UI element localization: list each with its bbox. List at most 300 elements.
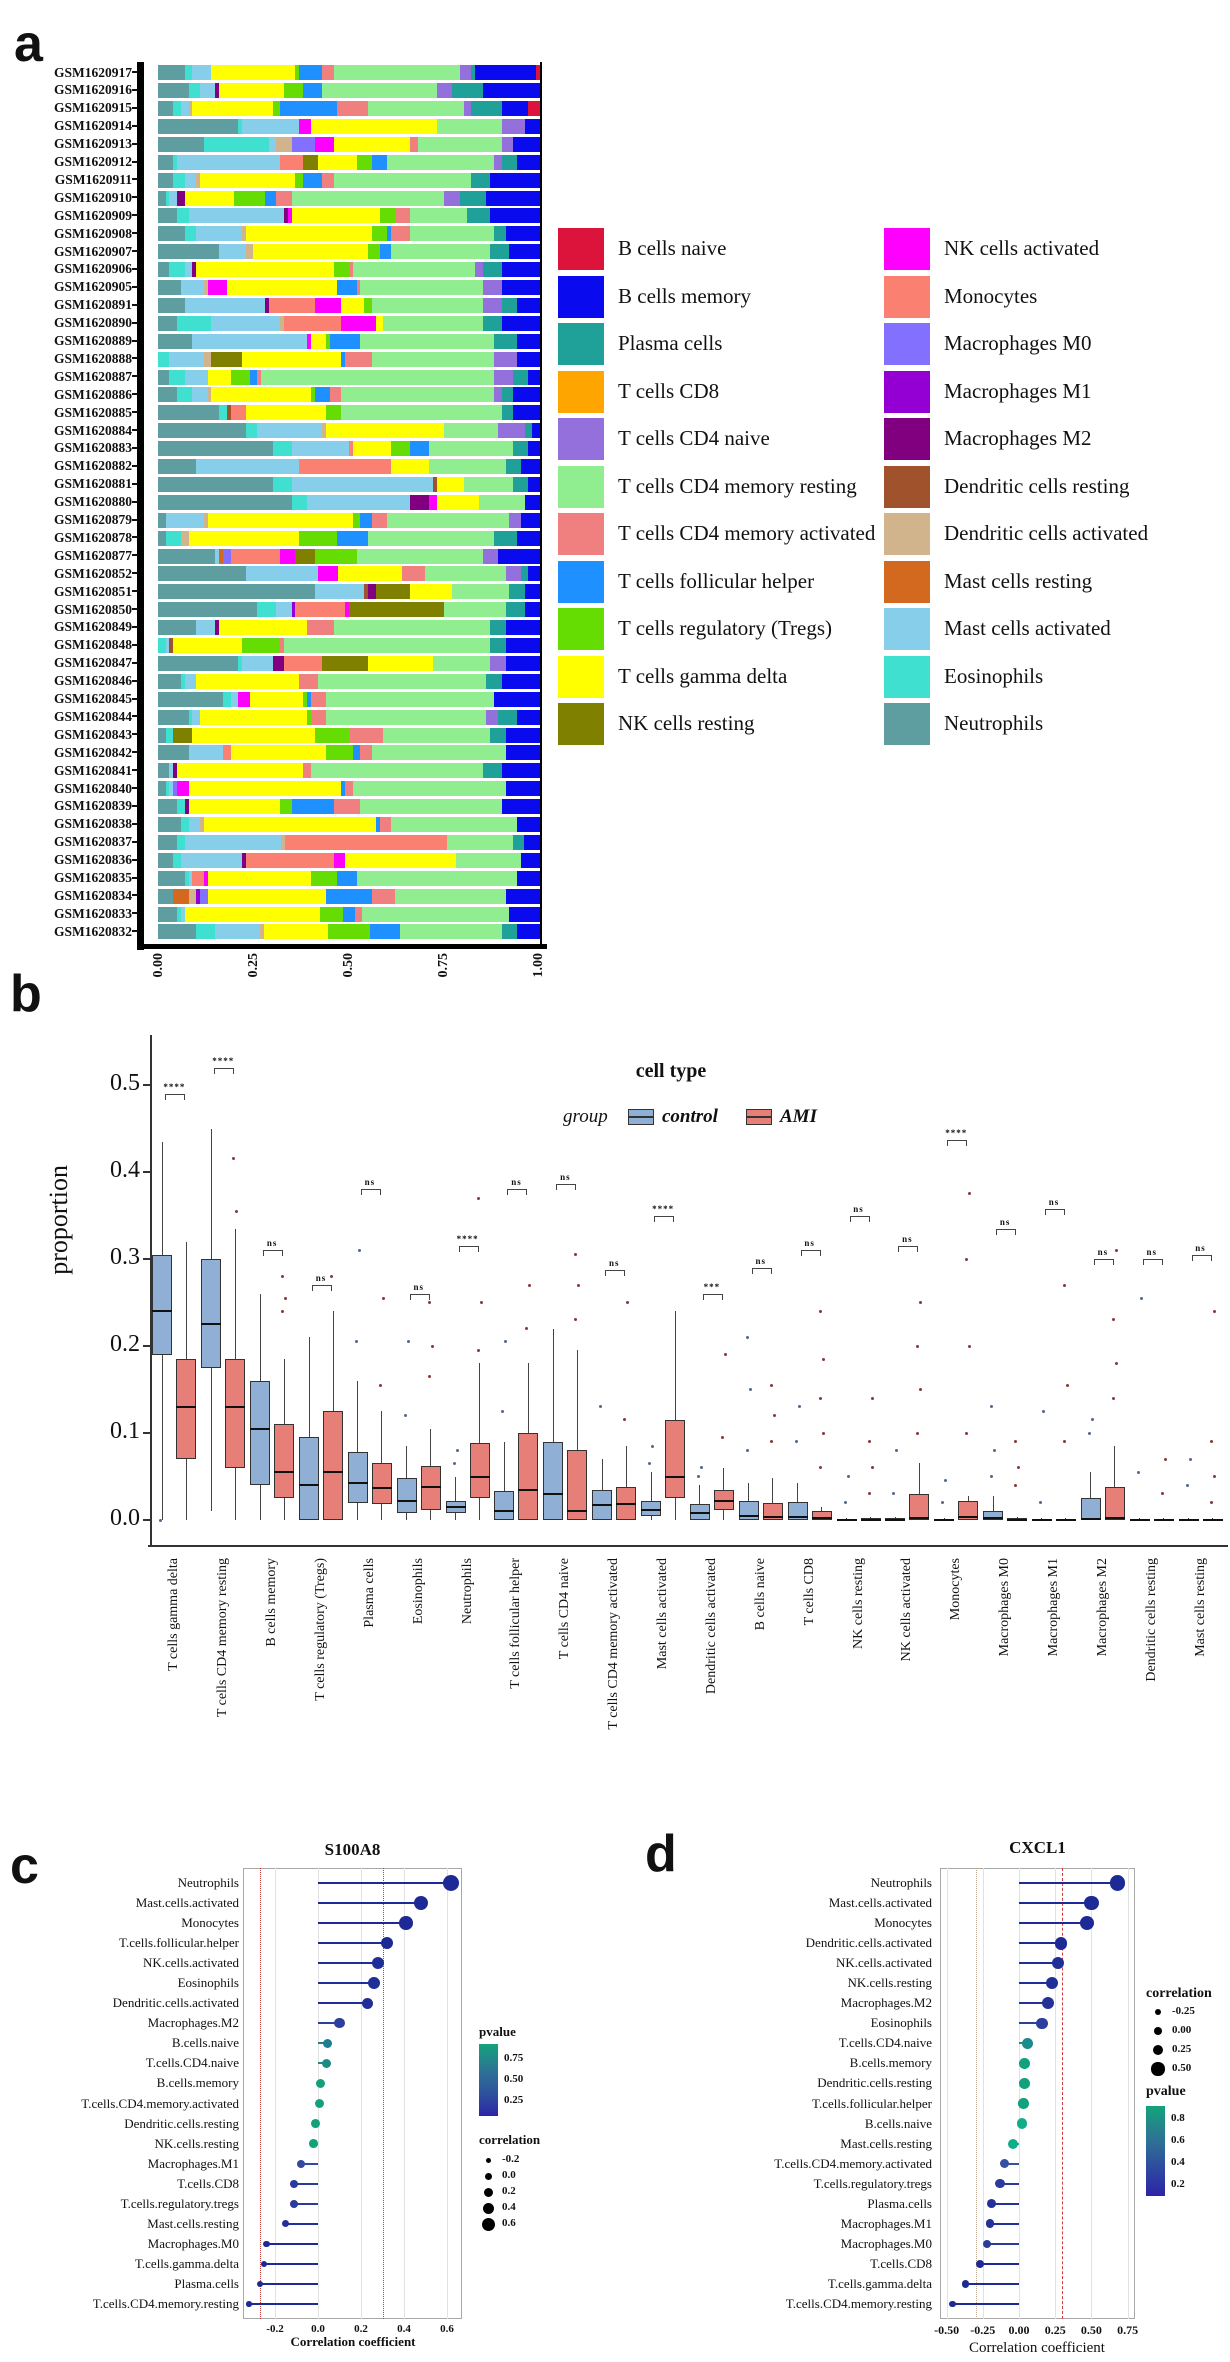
sample-tick <box>132 626 138 628</box>
row-label: Plasma.cells <box>174 2275 239 2291</box>
sig-label: ns <box>999 1217 1011 1228</box>
box-median <box>763 1516 783 1518</box>
bar-segment <box>502 405 513 420</box>
bar-segment <box>429 495 437 510</box>
bar-row <box>158 656 540 671</box>
box-median <box>323 1471 343 1473</box>
bar-row <box>158 513 540 528</box>
sample-label: GSM1620838 <box>53 816 132 832</box>
row-label: Plasma.cells <box>867 2195 932 2211</box>
sample-tick <box>132 662 138 664</box>
lollipop-dot <box>976 2260 984 2268</box>
sample-label: GSM1620878 <box>53 529 132 545</box>
bar-segment <box>464 101 472 116</box>
bar-segment <box>376 316 384 331</box>
sig-label: ns <box>1048 1197 1060 1208</box>
sample-label: GSM1620889 <box>53 333 132 348</box>
box-median <box>470 1476 490 1478</box>
bar-segment <box>410 584 452 599</box>
row-label: Mast.cells.resting <box>147 2215 239 2231</box>
bar-segment <box>231 692 239 707</box>
outlier-dot <box>700 1466 703 1469</box>
bar-segment <box>506 638 540 653</box>
bar-segment <box>292 477 433 492</box>
bar-segment <box>158 495 292 510</box>
bar-segment <box>181 280 204 295</box>
bar-segment <box>189 745 223 760</box>
bar-segment <box>372 226 387 241</box>
bar-segment <box>158 226 185 241</box>
sample-label: GSM1620834 <box>53 887 132 903</box>
bar-segment <box>185 370 208 385</box>
outlier-dot <box>819 1310 822 1313</box>
bar-segment <box>318 566 337 581</box>
sample-tick <box>132 930 138 932</box>
bar-row <box>158 602 540 617</box>
x-category-text: T cells CD4 naive <box>557 1558 573 1660</box>
box-median <box>250 1428 270 1430</box>
bar-segment <box>181 101 189 116</box>
bar-segment <box>360 799 501 814</box>
sample-tick <box>132 161 138 163</box>
bar-segment <box>185 907 320 922</box>
bar-row <box>158 871 540 886</box>
outlier-dot <box>1164 1458 1167 1461</box>
bar-segment <box>360 513 371 528</box>
bar-segment <box>295 549 314 564</box>
bar-segment <box>219 405 227 420</box>
sample-tick <box>132 751 138 753</box>
correlation-legend-label: 0.0 <box>502 2169 516 2181</box>
sig-bracket <box>1192 1255 1212 1261</box>
panel-d-title: CXCL1 <box>1009 1838 1066 1857</box>
bar-segment <box>211 352 242 367</box>
x-category-label <box>898 1558 916 1763</box>
bar-segment <box>486 674 501 689</box>
lollipop-dot <box>1019 2078 1030 2089</box>
bar-segment <box>429 459 505 474</box>
bar-segment <box>464 477 514 492</box>
bar-segment <box>437 83 452 98</box>
sample-label: GSM1620916 <box>53 82 132 98</box>
bar-segment <box>234 191 265 206</box>
x-category-label <box>947 1558 965 1763</box>
bar-segment <box>395 889 506 904</box>
bar-row <box>158 495 540 510</box>
lollipop-stem <box>318 1902 421 1904</box>
bar-segment <box>158 173 173 188</box>
bar-segment <box>189 781 342 796</box>
bar-segment <box>341 316 375 331</box>
bar-segment <box>231 549 281 564</box>
bar-segment <box>158 370 169 385</box>
sample-tick <box>132 877 138 879</box>
bar-segment <box>200 889 208 904</box>
bar-segment <box>280 549 295 564</box>
bar-segment <box>257 423 322 438</box>
bar-segment <box>284 656 322 671</box>
row-label: T.cells.CD8 <box>177 2175 239 2191</box>
sample-label: GSM1620845 <box>53 691 132 706</box>
bar-segment <box>402 566 425 581</box>
bar-segment <box>208 280 227 295</box>
sample-label: GSM1620851 <box>53 583 132 599</box>
outlier-dot <box>868 1440 871 1443</box>
correlation-legend-label: 0.2 <box>502 2185 516 2197</box>
outlier-dot <box>993 1449 996 1452</box>
bar-segment <box>192 871 203 886</box>
bar-row <box>158 924 540 939</box>
bar-segment <box>315 387 330 402</box>
correlation-legend-dot <box>484 2188 493 2197</box>
x-tick-label: -0.25 <box>970 2323 996 2337</box>
bar-segment <box>502 298 517 313</box>
bar-segment <box>368 101 464 116</box>
bar-segment <box>185 226 196 241</box>
y-tick <box>143 1519 150 1521</box>
bar-segment <box>328 924 370 939</box>
bar-segment <box>372 745 506 760</box>
x-category-text: Dendritic cells activated <box>703 1558 719 1695</box>
x-tick-label <box>151 953 167 983</box>
sig-label: ns <box>511 1177 522 1188</box>
box-control <box>201 1259 221 1368</box>
outlier-dot <box>822 1432 825 1435</box>
bar-segment <box>525 423 533 438</box>
outlier-dot <box>919 1301 922 1304</box>
outlier-dot <box>358 1249 361 1252</box>
sample-label: GSM1620884 <box>53 422 132 438</box>
box-median <box>739 1515 759 1517</box>
sig-label: ns <box>755 1255 767 1266</box>
pvalue-legend-label: 0.6 <box>1171 2134 1185 2146</box>
bar-segment <box>158 638 166 653</box>
box-median <box>934 1519 954 1521</box>
outlier-dot <box>871 1466 874 1469</box>
bar-segment <box>204 137 269 152</box>
outlier-dot <box>941 1501 944 1504</box>
bar-segment <box>158 853 173 868</box>
sample-tick <box>132 501 138 503</box>
sample-label: GSM1620913 <box>53 136 132 152</box>
sample-label: GSM1620839 <box>53 798 132 814</box>
bar-segment <box>242 638 280 653</box>
row-label: T.cells.gamma.delta <box>827 2275 932 2291</box>
sig-label: **** <box>652 1203 675 1214</box>
bar-segment <box>517 155 540 170</box>
row-label: NK.cells.activated <box>142 1955 239 1971</box>
bar-segment <box>345 853 456 868</box>
bar-segment <box>357 155 372 170</box>
row-label: Macrophages.M0 <box>840 2235 932 2251</box>
sample-tick <box>132 89 138 91</box>
bar-segment <box>177 316 211 331</box>
y-tick <box>143 1432 150 1434</box>
bar-segment <box>410 137 418 152</box>
bar-segment <box>292 441 349 456</box>
bar-segment <box>158 549 215 564</box>
legend-label: Mast cells resting <box>944 568 1093 593</box>
x-category-label <box>703 1558 721 1763</box>
lollipop-stem <box>1019 1882 1117 1884</box>
bar-segment <box>528 101 539 116</box>
legend-swatch <box>884 561 930 603</box>
bar-segment <box>494 531 517 546</box>
bar-segment <box>280 155 303 170</box>
bar-row <box>158 101 540 116</box>
bar-segment <box>303 763 311 778</box>
bar-segment <box>517 871 540 886</box>
bar-segment <box>177 799 185 814</box>
bar-segment <box>525 495 540 510</box>
outlier-dot <box>895 1449 898 1452</box>
bar-segment <box>528 566 539 581</box>
bar-segment <box>200 83 215 98</box>
bar-row <box>158 226 540 241</box>
bar-segment <box>177 387 192 402</box>
bar-segment <box>315 549 357 564</box>
bar-segment <box>158 799 177 814</box>
x-category-text: Macrophages M0 <box>997 1558 1013 1657</box>
box-control <box>250 1381 270 1485</box>
outlier-dot <box>916 1345 919 1348</box>
box-median <box>1081 1518 1101 1520</box>
sample-label: GSM1620912 <box>53 154 132 169</box>
outlier-dot <box>477 1349 480 1352</box>
lollipop-dot <box>1110 1875 1126 1891</box>
bar-segment <box>383 728 490 743</box>
bar-segment <box>158 674 181 689</box>
outlier-dot <box>1189 1458 1192 1461</box>
sample-tick <box>132 823 138 825</box>
bar-segment <box>509 907 540 922</box>
sample-tick <box>132 178 138 180</box>
bar-segment <box>185 835 281 850</box>
outlier-dot <box>968 1192 971 1195</box>
box-median <box>690 1512 710 1514</box>
bar-segment <box>261 370 494 385</box>
row-label: Macrophages.M2 <box>840 1995 932 2011</box>
box-median <box>446 1506 466 1508</box>
x-category-text: B cells naive <box>752 1558 768 1631</box>
x-category-label <box>556 1558 574 1763</box>
bar-segment <box>532 423 540 438</box>
bar-segment <box>391 459 429 474</box>
bar-segment <box>471 101 502 116</box>
bar-row <box>158 799 540 814</box>
bar-segment <box>158 710 189 725</box>
x-category-text: Dendritic cells resting <box>1143 1558 1159 1682</box>
sample-label: GSM1620906 <box>53 261 132 277</box>
sig-bracket <box>507 1189 527 1195</box>
legend-label: Eosinophils <box>944 663 1044 688</box>
x-category-label <box>801 1558 819 1763</box>
sig-label: ns <box>608 1258 620 1269</box>
x-category-label <box>605 1558 623 1763</box>
sample-tick <box>132 465 138 467</box>
bar-row <box>158 638 540 653</box>
sig-bracket <box>898 1246 918 1252</box>
sample-tick <box>132 411 138 413</box>
bar-segment <box>498 710 517 725</box>
bar-segment <box>387 513 509 528</box>
bar-segment <box>231 370 250 385</box>
bar-segment <box>326 405 341 420</box>
sample-label: GSM1620850 <box>53 601 132 617</box>
bar-segment <box>223 692 231 707</box>
bar-row <box>158 244 540 259</box>
x-tick-text: 0.75 <box>436 953 451 978</box>
x-category-label <box>1094 1558 1112 1763</box>
outlier-dot <box>651 1445 654 1448</box>
bar-segment <box>506 226 540 241</box>
legend-swatch <box>558 323 604 365</box>
bar-segment <box>189 531 300 546</box>
bar-segment <box>285 835 447 850</box>
y-tick-label: 0.4 <box>110 1157 140 1183</box>
gridline <box>447 1868 448 2319</box>
x-category-text: Plasma cells <box>361 1558 377 1628</box>
legend-swatch <box>558 418 604 460</box>
bar-segment <box>483 83 540 98</box>
bar-segment <box>521 459 540 474</box>
bar-segment <box>299 119 310 134</box>
bar-segment <box>196 226 242 241</box>
bar-segment <box>185 262 193 277</box>
outlier-dot <box>1066 1384 1069 1387</box>
bar-segment <box>368 584 376 599</box>
lollipop-dot <box>263 2241 269 2247</box>
legend-swatch <box>884 656 930 698</box>
bar-segment <box>269 298 315 313</box>
row-label: Dendritic.cells.activated <box>112 1995 239 2011</box>
legend-label: Mast cells activated <box>944 616 1111 640</box>
bar-segment <box>303 155 318 170</box>
bar-segment <box>177 763 303 778</box>
sample-label: GSM1620833 <box>53 905 132 921</box>
outlier-dot <box>574 1318 577 1321</box>
bar-segment <box>513 441 528 456</box>
bar-segment <box>169 262 184 277</box>
outlier-dot <box>990 1405 993 1408</box>
y-tick-label: 0.5 <box>110 1070 140 1096</box>
sample-label: GSM1620911 <box>54 171 132 187</box>
bar-row <box>158 119 540 134</box>
bar-segment <box>330 387 341 402</box>
sample-tick <box>132 894 138 896</box>
bar-segment <box>360 745 371 760</box>
gridline <box>947 1868 948 2319</box>
box-ami <box>274 1424 294 1498</box>
outlier-dot <box>284 1297 287 1300</box>
bar-segment <box>502 119 525 134</box>
sig-label: ns <box>560 1172 571 1183</box>
legend-label: Monocytes <box>944 283 1038 308</box>
correlation-legend-label: 0.6 <box>502 2217 516 2229</box>
sample-label: GSM1620844 <box>53 708 132 724</box>
bar-segment <box>391 817 517 832</box>
outlier-dot <box>281 1310 284 1313</box>
outlier-dot <box>1213 1475 1216 1478</box>
bar-segment <box>303 83 322 98</box>
bar-segment <box>158 65 185 80</box>
sample-tick <box>132 590 138 592</box>
correlation-legend-dot <box>1154 2027 1162 2035</box>
bar-segment <box>341 298 364 313</box>
bar-segment <box>318 674 486 689</box>
x-category-label <box>459 1558 477 1763</box>
lollipop-stem <box>286 2223 318 2225</box>
sample-label: GSM1620847 <box>53 655 132 671</box>
panel-d-letter: d <box>645 1825 677 1883</box>
bar-segment <box>444 191 459 206</box>
bar-segment <box>173 638 242 653</box>
bar-segment <box>490 656 505 671</box>
bar-segment <box>311 119 437 134</box>
bar-segment <box>433 656 490 671</box>
bar-segment <box>231 405 246 420</box>
box-median <box>518 1489 538 1491</box>
bar-segment <box>460 65 471 80</box>
bar-segment <box>158 513 166 528</box>
bar-segment <box>494 155 502 170</box>
bar-segment <box>284 316 341 331</box>
sig-label: *** <box>703 1281 721 1292</box>
bar-segment <box>315 137 334 152</box>
sample-label: GSM1620917 <box>53 64 132 80</box>
lollipop-dot <box>1022 2038 1033 2049</box>
sample-tick <box>132 357 138 359</box>
bar-segment <box>349 602 445 617</box>
legend-label: T cells CD4 memory resting <box>618 473 857 498</box>
bar-segment <box>276 602 291 617</box>
lollipop-dot <box>290 2200 298 2208</box>
outlier-dot <box>232 1157 235 1160</box>
bar-segment <box>502 101 529 116</box>
sig-bracket <box>605 1270 625 1276</box>
sample-label: GSM1620891 <box>53 297 132 313</box>
box-ami <box>470 1443 490 1498</box>
bar-segment <box>322 173 333 188</box>
bar-row <box>158 710 540 725</box>
bar-segment <box>299 459 391 474</box>
outlier-dot <box>599 1405 602 1408</box>
bar-segment <box>360 280 482 295</box>
row-label: NK.cells.resting <box>154 2135 239 2151</box>
sample-tick <box>132 769 138 771</box>
sample-tick <box>132 340 138 342</box>
sig-bracket <box>996 1229 1016 1235</box>
bar-row <box>158 208 540 223</box>
bar-segment <box>444 602 505 617</box>
legend-swatch <box>558 228 604 270</box>
sample-tick <box>132 733 138 735</box>
sample-label: GSM1620842 <box>53 744 132 760</box>
bar-segment <box>364 298 372 313</box>
bar-segment <box>486 191 539 206</box>
sample-label: GSM1620888 <box>53 350 132 366</box>
legend-swatch <box>558 656 604 698</box>
bar-segment <box>315 584 365 599</box>
row-label: T.cells.CD4.naive <box>145 2055 239 2071</box>
bar-segment <box>425 566 505 581</box>
sig-label: **** <box>163 1081 186 1092</box>
box-control <box>543 1442 563 1520</box>
bar-segment <box>502 316 540 331</box>
gridline <box>983 1868 984 2319</box>
lollipop-dot <box>399 1916 413 1930</box>
bar-segment <box>204 352 212 367</box>
